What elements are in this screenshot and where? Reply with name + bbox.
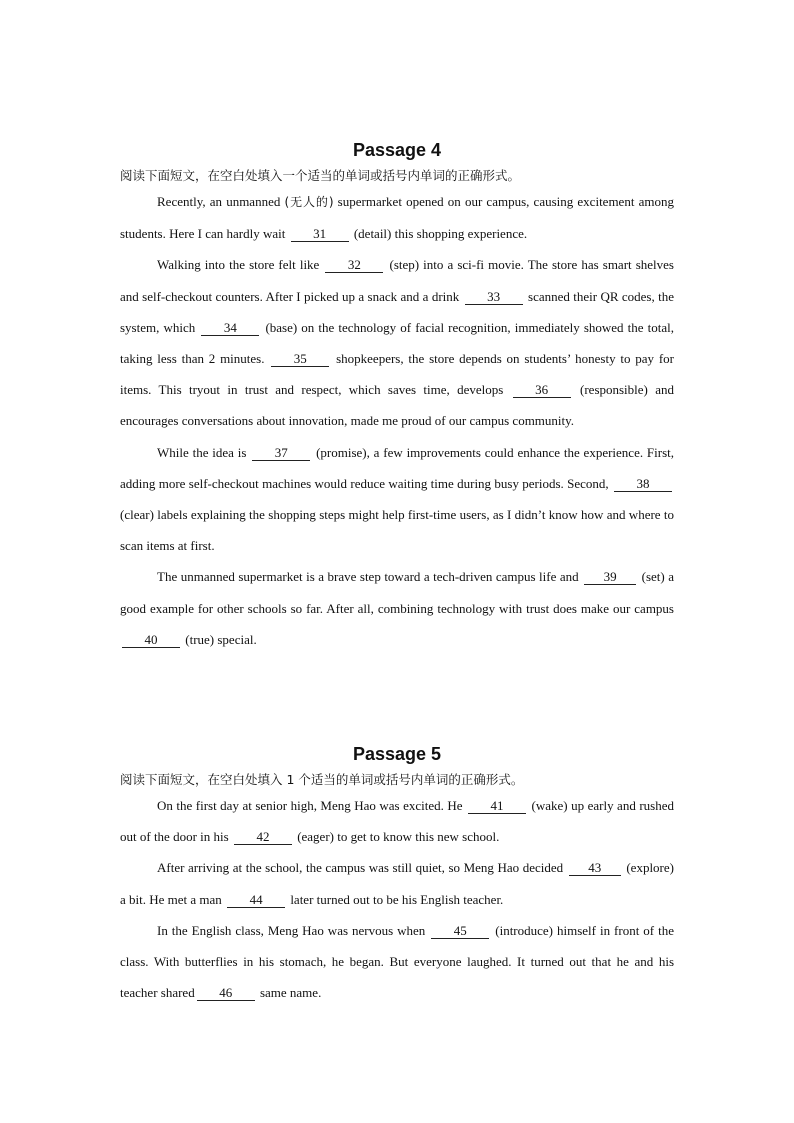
passage-4 [120,136,674,655]
text: In the English class, Meng Hao was nervous when [157,922,430,938]
text: (eager) to get to know this new school. [293,829,500,845]
blank-37[interactable]: 37 [252,446,310,461]
passage-instruction: 阅读下面短文，在空白处填入一个适当的单词或括号内单词的正确形式。 [120,168,521,183]
text: shopkeepers, the store depends on students’ honesty to pay for items. This tryout in trust and respect, which saves time, develops [120,351,675,398]
blank-43[interactable]: 43 [569,861,621,876]
text: After arriving at the school, the campus was still quiet, so Meng Hao decided [157,860,567,876]
passage-instruction: 阅读下面短文，在空白处填入 1 个适当的单词或括号内单词的正确形式。 [120,772,524,787]
paragraph [120,561,674,655]
blank-44[interactable]: 44 [227,893,285,908]
text: (set) a good example for other schools so far. After all, combining technology with trust does make our campus [120,569,674,616]
text: (base) on the technology of facial recognition, immediately showed the total, taking less than 2 minutes. [120,319,674,367]
text: same name. [256,985,322,1001]
blank-39[interactable]: 39 [584,570,636,585]
text: (promise), a few improvements could enhance the experience. First, adding more self-checkout machines would reduce waiting time during busy periods. Second, [120,444,675,491]
blank-35[interactable]: 35 [271,352,329,367]
paragraph [120,915,674,1009]
blank-36[interactable]: 36 [513,383,571,398]
paragraph [120,186,674,249]
text: later turned out to be his English teacher. [287,891,504,907]
passage-title: Passage 5 [352,744,442,764]
blank-42[interactable]: 42 [234,830,292,845]
passage-title: Passage 4 [352,140,442,160]
blank-38[interactable]: 38 [614,477,672,492]
blank-32[interactable]: 32 [325,258,383,273]
text: Walking into the store felt like [157,257,324,273]
blank-31[interactable]: 31 [291,227,349,242]
text: The unmanned supermarket is a brave step toward a tech-driven campus life and [157,569,583,585]
text: (wake) up early and rushed out of the door in his [120,798,674,845]
paragraph [120,852,674,914]
text: (true) special. [182,631,257,647]
text: supermarket opened on our campus, causing excitement among students. Here I can hardly wait [120,194,674,242]
passage-5 [120,740,674,1008]
text: (responsible) and encourages conversations about innovation, made me proud of our campus community. [120,382,674,429]
blank-41[interactable]: 41 [468,799,526,814]
blank-46[interactable]: 46 [197,986,255,1001]
text: (step) into a sci-fi movie. The store has smart shelves and self-checkout counters. After I picked up a snack and a drink [120,257,674,304]
text: While the idea is [157,444,251,460]
paragraph [120,249,674,436]
blank-40[interactable]: 40 [122,633,180,648]
text: (clear) labels explaining the shopping steps might help first-time users, as I didn’t know how and where to scan items at first. [120,507,674,554]
text: (detail) this shopping experience. [350,226,528,242]
text: On the first day at senior high, Meng Hao was excited. He [157,798,467,813]
chinese-gloss: (无人的) [284,195,334,209]
text: (introduce) himself in front of the class. With butterflies in his stomach, he began. But everyone laughed. It turned out that he and his teacher shared [120,922,674,1001]
text: (explore) a bit. He met a man [120,860,674,907]
text: Recently, an unmanned [157,194,285,209]
text: scanned their QR codes, the system, which [120,288,675,335]
blank-34[interactable]: 34 [201,321,259,336]
paragraph [120,790,674,852]
blank-33[interactable]: 33 [465,290,523,305]
paragraph [120,437,674,562]
blank-45[interactable]: 45 [431,924,489,939]
